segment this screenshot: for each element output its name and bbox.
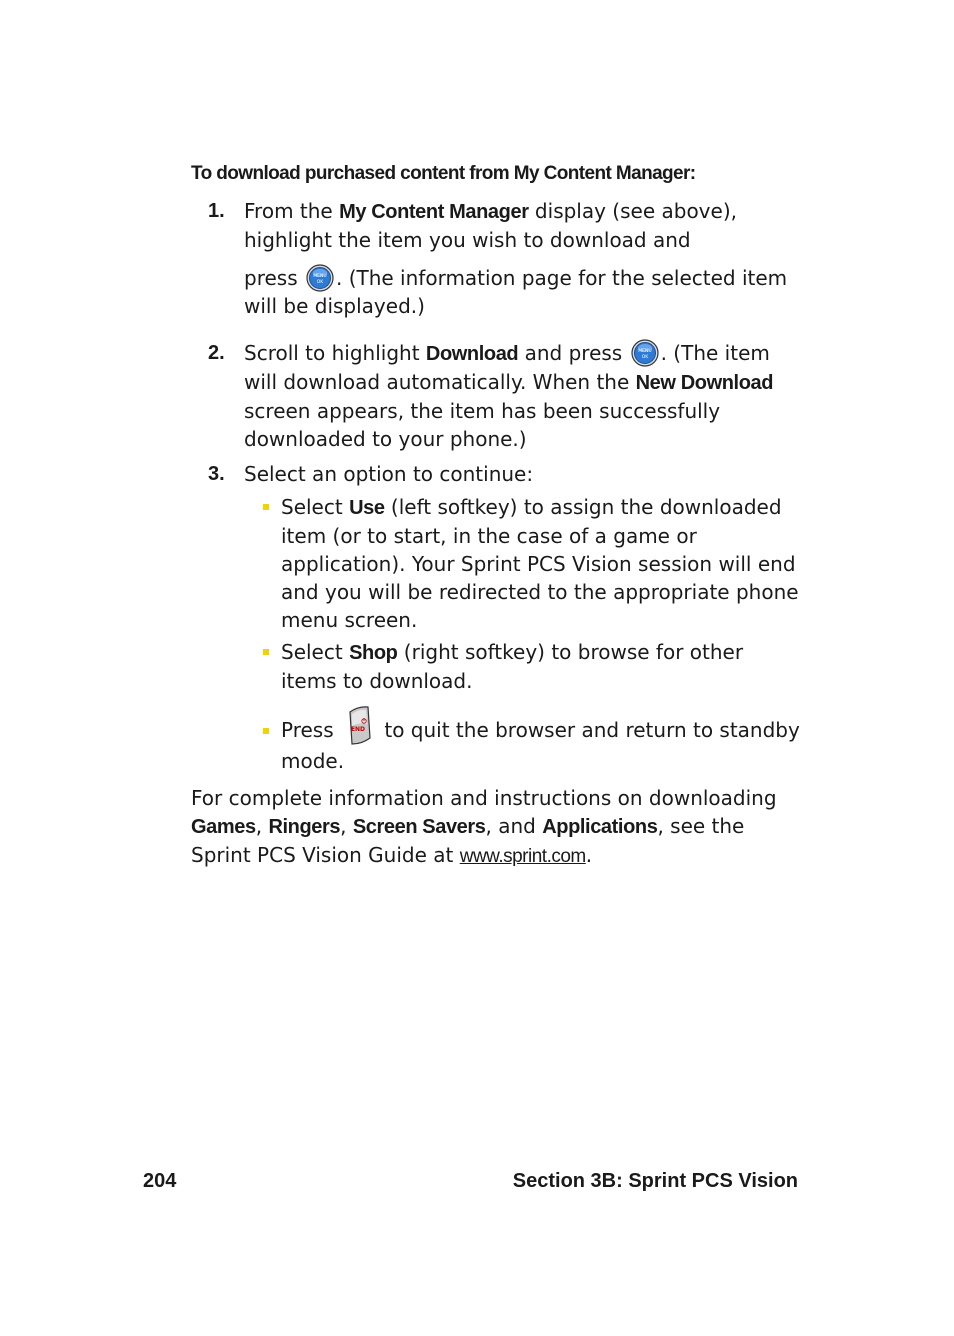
page-number: 204 bbox=[143, 1170, 177, 1192]
softkey-name-shop: Shop bbox=[349, 642, 398, 664]
step-number: 3. bbox=[208, 463, 225, 485]
closing-paragraph: For complete information and instructions on downloading Games, Ringers, Screen Savers, and Applications, see the Sprint PCS Vision Guide at www.sprint.com. bbox=[191, 786, 777, 867]
bullet-item-shop: Select Shop (right softkey) to browse for other items to download. bbox=[281, 638, 801, 695]
menu-key-label-top: MENU bbox=[313, 273, 327, 279]
step-2-text: Scroll to highlight Download and press MENU OK . (The item will download automatically. When the New Download screen appears, the item has been successfully downloaded to your phone.) bbox=[244, 339, 804, 453]
item-type-ringers: Ringers bbox=[268, 816, 341, 838]
softkey-name-use: Use bbox=[349, 497, 385, 519]
bullet-square-icon bbox=[263, 649, 269, 655]
step-1-text: From the My Content Manager display (see above), highlight the item you wish to download and bbox=[244, 199, 737, 252]
step-number: 2. bbox=[208, 342, 225, 364]
item-type-screen-savers: Screen Savers bbox=[352, 816, 486, 838]
step-1 bbox=[208, 197, 804, 320]
step-3-text: Select an option to continue: bbox=[244, 462, 534, 486]
item-type-applications: Applications bbox=[542, 816, 658, 838]
menu-ok-key-icon bbox=[631, 339, 659, 367]
section-heading: To download purchased content from My Content Manager: bbox=[191, 163, 696, 184]
bullet-square-icon bbox=[263, 728, 269, 734]
bullet-item-end: Press END to quit the browser and return to standby mode. bbox=[281, 715, 801, 777]
end-key-label: END bbox=[350, 725, 366, 733]
menu-ok-key-icon bbox=[306, 264, 334, 292]
section-title: Section 3B: Sprint PCS Vision bbox=[512, 1170, 798, 1192]
sprint-website-link[interactable]: www.sprint.com bbox=[459, 846, 586, 867]
step-2 bbox=[208, 339, 804, 453]
menu-key-label-bottom: OK bbox=[641, 354, 648, 360]
menu-name-my-content-manager: My Content Manager bbox=[339, 201, 529, 223]
menu-key-label-bottom: OK bbox=[316, 279, 324, 285]
bullet-square-icon bbox=[263, 504, 269, 510]
bullet-item-use: Select Use (left softkey) to assign the downloaded item (or to start, in the case of a game or application). Your Sprint PCS Vision session will end and you will be redirected to the appropriate phone menu screen. bbox=[281, 493, 801, 634]
step-number: 1. bbox=[208, 200, 225, 222]
end-key-icon bbox=[344, 704, 374, 746]
menu-key-label-top: MENU bbox=[637, 348, 652, 354]
screen-name-new-download: New Download bbox=[635, 372, 774, 394]
step-1-continued: press MENU OK . (The information page for the selected item will be displayed.) bbox=[244, 264, 804, 320]
menu-name-download: Download bbox=[425, 343, 519, 365]
step-3 bbox=[208, 460, 804, 488]
item-type-games: Games bbox=[191, 816, 256, 838]
